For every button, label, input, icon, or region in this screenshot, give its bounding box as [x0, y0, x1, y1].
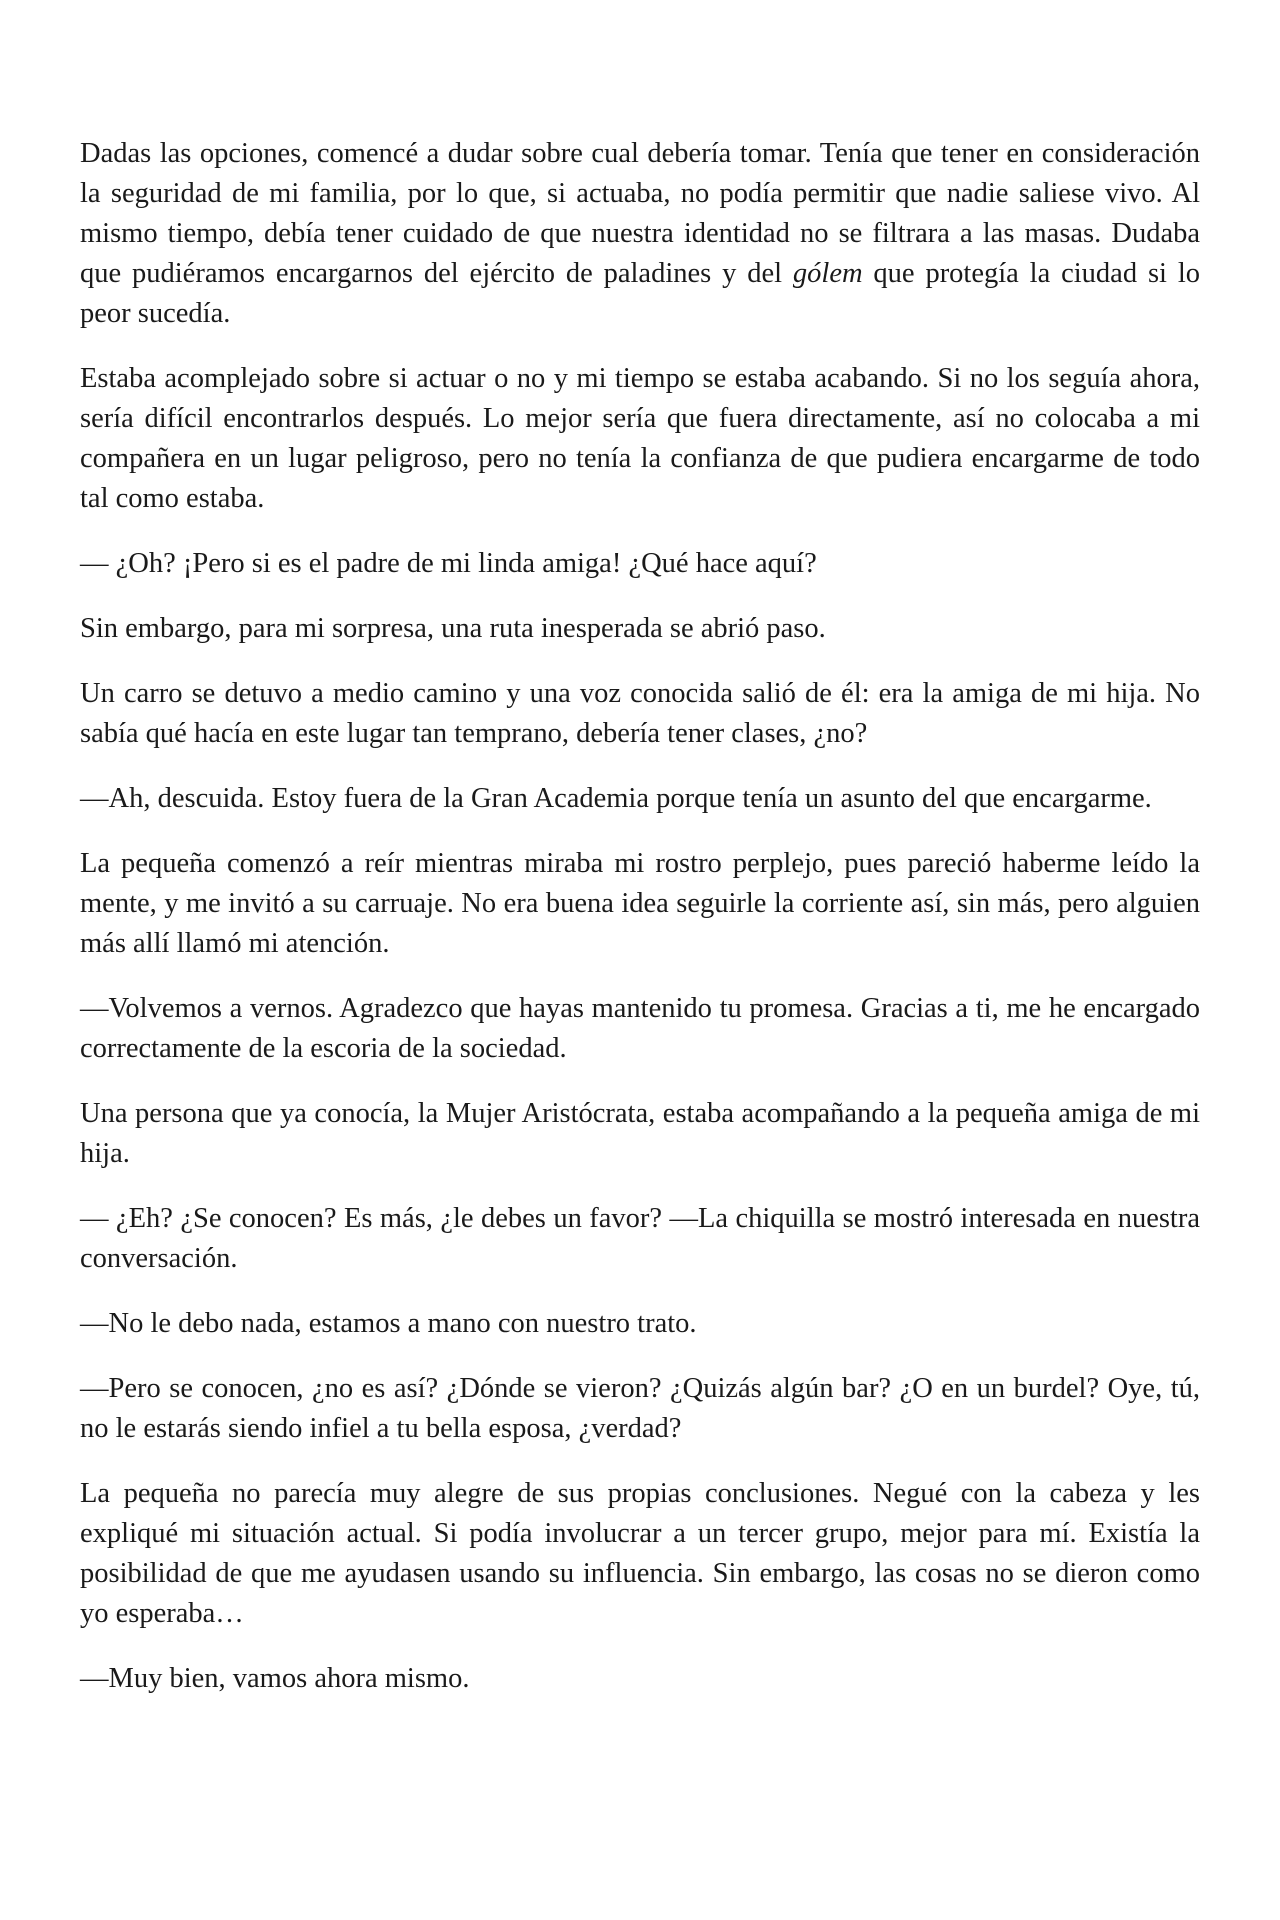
paragraph-4: Un carro se detuvo a medio camino y una voz conocida salió de él: era la amiga de mi hija. No sabía qué hacía en este lugar tan temprano, debería tener clases, ¿no? [80, 678, 1200, 749]
paragraph-7: La pequeña no parecía muy alegre de sus propias conclusiones. Negué con la cabeza y les expliqué mi situación actual. Si podía involucrar a un tercer grupo, mejor para mí. Existía la posibilidad de que me ayudasen usando su influencia. Sin embargo, las cosas no se dieron como yo esperaba… [80, 1478, 1200, 1629]
paragraph-2: Estaba acomplejado sobre si actuar o no y mi tiempo se estaba acabando. Si no los seguía ahora, sería difícil encontrarlos después. Lo mejor sería que fuera directamente, así no colocaba a mi compañera en un lugar peligroso, pero no tenía la confianza de que pudiera encargarme de todo tal como estaba. [80, 363, 1200, 514]
dialogue-line-5: —No le debo nada, estamos a mano con nuestro trato. [80, 1308, 697, 1339]
dialogue-line-2: —Ah, descuida. Estoy fuera de la Gran Academia porque tenía un asunto del que encargarme. [80, 783, 1152, 814]
paragraph-3: Sin embargo, para mi sorpresa, una ruta inesperada se abrió paso. [80, 613, 826, 644]
dialogue-line-6: —Pero se conocen, ¿no es así? ¿Dónde se vieron? ¿Quizás algún bar? ¿O en un burdel? Oye, tú, no le estarás siendo infiel a tu bella esposa, ¿verdad? [80, 1373, 1200, 1444]
paragraph-1-text-a: Dadas las opciones, comencé a dudar sobre cual debería tomar. Tenía que tener en consideración la seguridad de mi familia, por lo que, si actuaba, no podía permitir que nadie saliese vivo. Al mismo tiempo, debía tener cuidado de que nuestra identidad no se filtrara a las masas. Dudaba que pudiéramos encargarnos del ejército de paladines y del [80, 138, 1200, 289]
dialogue-line-1: — ¿Oh? ¡Pero si es el padre de mi linda amiga! ¿Qué hace aquí? [80, 548, 817, 579]
paragraph-6: Una persona que ya conocía, la Mujer Aristócrata, estaba acompañando a la pequeña amiga de mi hija. [80, 1098, 1200, 1169]
paragraph-1-text-b: que protegía la ciudad si lo peor sucedía. [80, 258, 1200, 329]
dialogue-line-4: — ¿Eh? ¿Se conocen? Es más, ¿le debes un favor? —La chiquilla se mostró interesada en nuestra conversación. [80, 1203, 1200, 1274]
dialogue-line-7: —Muy bien, vamos ahora mismo. [80, 1663, 470, 1694]
dialogue-line-3: —Volvemos a vernos. Agradezco que hayas mantenido tu promesa. Gracias a ti, me he encargado correctamente de la escoria de la sociedad. [80, 993, 1200, 1064]
paragraph-5: La pequeña comenzó a reír mientras miraba mi rostro perplejo, pues pareció haberme leído la mente, y me invitó a su carruaje. No era buena idea seguirle la corriente así, sin más, pero alguien más allí llamó mi atención. [80, 848, 1200, 959]
paragraph-1-italic: gólem [792, 258, 863, 289]
paragraph-1 [80, 134, 1200, 334]
book-page [80, 134, 1200, 1724]
